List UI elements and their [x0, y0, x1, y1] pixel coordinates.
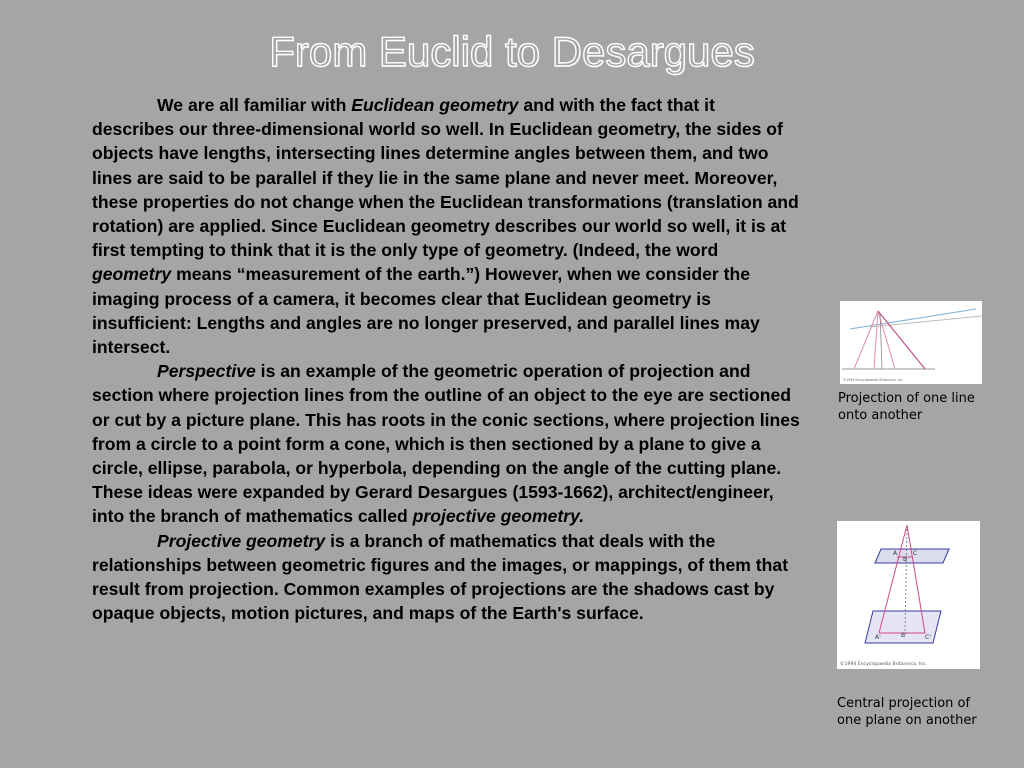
- figure-credit: ©1994 Encyclopaedia Britannica, Inc.: [843, 378, 904, 382]
- figure-plane-projection: [837, 521, 980, 669]
- paragraph-text: is an example of the geometric operation of projection and section where projection lines from the outline of an object to the eye are sectioned or cut by a picture plane. This has roots in the conic sections, where projection lines from a circle to a point form a cone, which is then sectioned by a plane to give a circle, ellipse, parabola, or hyperbola, depending on the angle of the cutting plane. These ideas were expanded by Gerard Desargues (1593-1662), architect/engineer, into the branch of mathematics called: [92, 361, 800, 527]
- slide-title: From Euclid to Desargues: [269, 28, 755, 75]
- emphasis-term: Perspective: [157, 361, 256, 382]
- body-text: [92, 93, 800, 625]
- paragraph-text: We are all familiar with: [157, 95, 352, 115]
- projection-ray: [878, 311, 925, 369]
- figure-line-projection: [840, 301, 982, 384]
- point-label: C': [925, 634, 931, 641]
- point-label: A': [875, 634, 881, 641]
- paragraph-perspective: [92, 359, 800, 528]
- point-label: C: [913, 550, 918, 557]
- emphasis-term: geometry: [92, 264, 172, 285]
- figure2-caption: Central projection of one plane on another: [837, 696, 977, 728]
- paragraph-text: means “measurement of the earth.”) However, when we consider the imaging process of a camera, it becomes clear that Euclidean geometry is insufficient: Lengths and angles are no longer preserved, and parallel lines may intersect.: [92, 264, 760, 358]
- paragraph-projective: [92, 529, 800, 626]
- plane-projection-diagram: [837, 521, 980, 669]
- emphasis-term: projective geometry.: [412, 506, 585, 527]
- paragraph-text: and with the fact that it describes our three-dimensional world so well. In Euclidean geometry, the sides of objects have lengths, intersecting lines determine angles between them, and two lines are said to be parallel if they lie in the same plane and never meet. Moreover, these properties do not change when the Euclidean transformations (translation and rotation) are applied. Since Euclidean geometry describes our world so well, it is at first tempting to think that it is the only type of geometry. (Indeed, the word: [92, 95, 799, 261]
- line-upper: [850, 309, 976, 329]
- emphasis-term: Euclidean geometry: [351, 95, 519, 115]
- figure-credit: ©1994 Encyclopaedia Britannica, Inc.: [840, 662, 927, 667]
- point-label: B': [901, 632, 907, 639]
- emphasis-term: Projective geometry: [157, 530, 326, 551]
- point-label: B: [903, 556, 908, 563]
- point-label: A: [893, 550, 898, 557]
- line-projection-diagram: [840, 301, 982, 384]
- figure1-caption: Projection of one line onto another: [838, 391, 975, 423]
- paragraph-text: is a branch of mathematics that deals with the relationships between geometric figures and the images, or mappings, of them that result from projection. Common examples of projections are the shadows cast by opaque objects, motion pictures, and maps of the Earth's surface.: [92, 530, 789, 624]
- paragraph-euclid: [92, 93, 800, 359]
